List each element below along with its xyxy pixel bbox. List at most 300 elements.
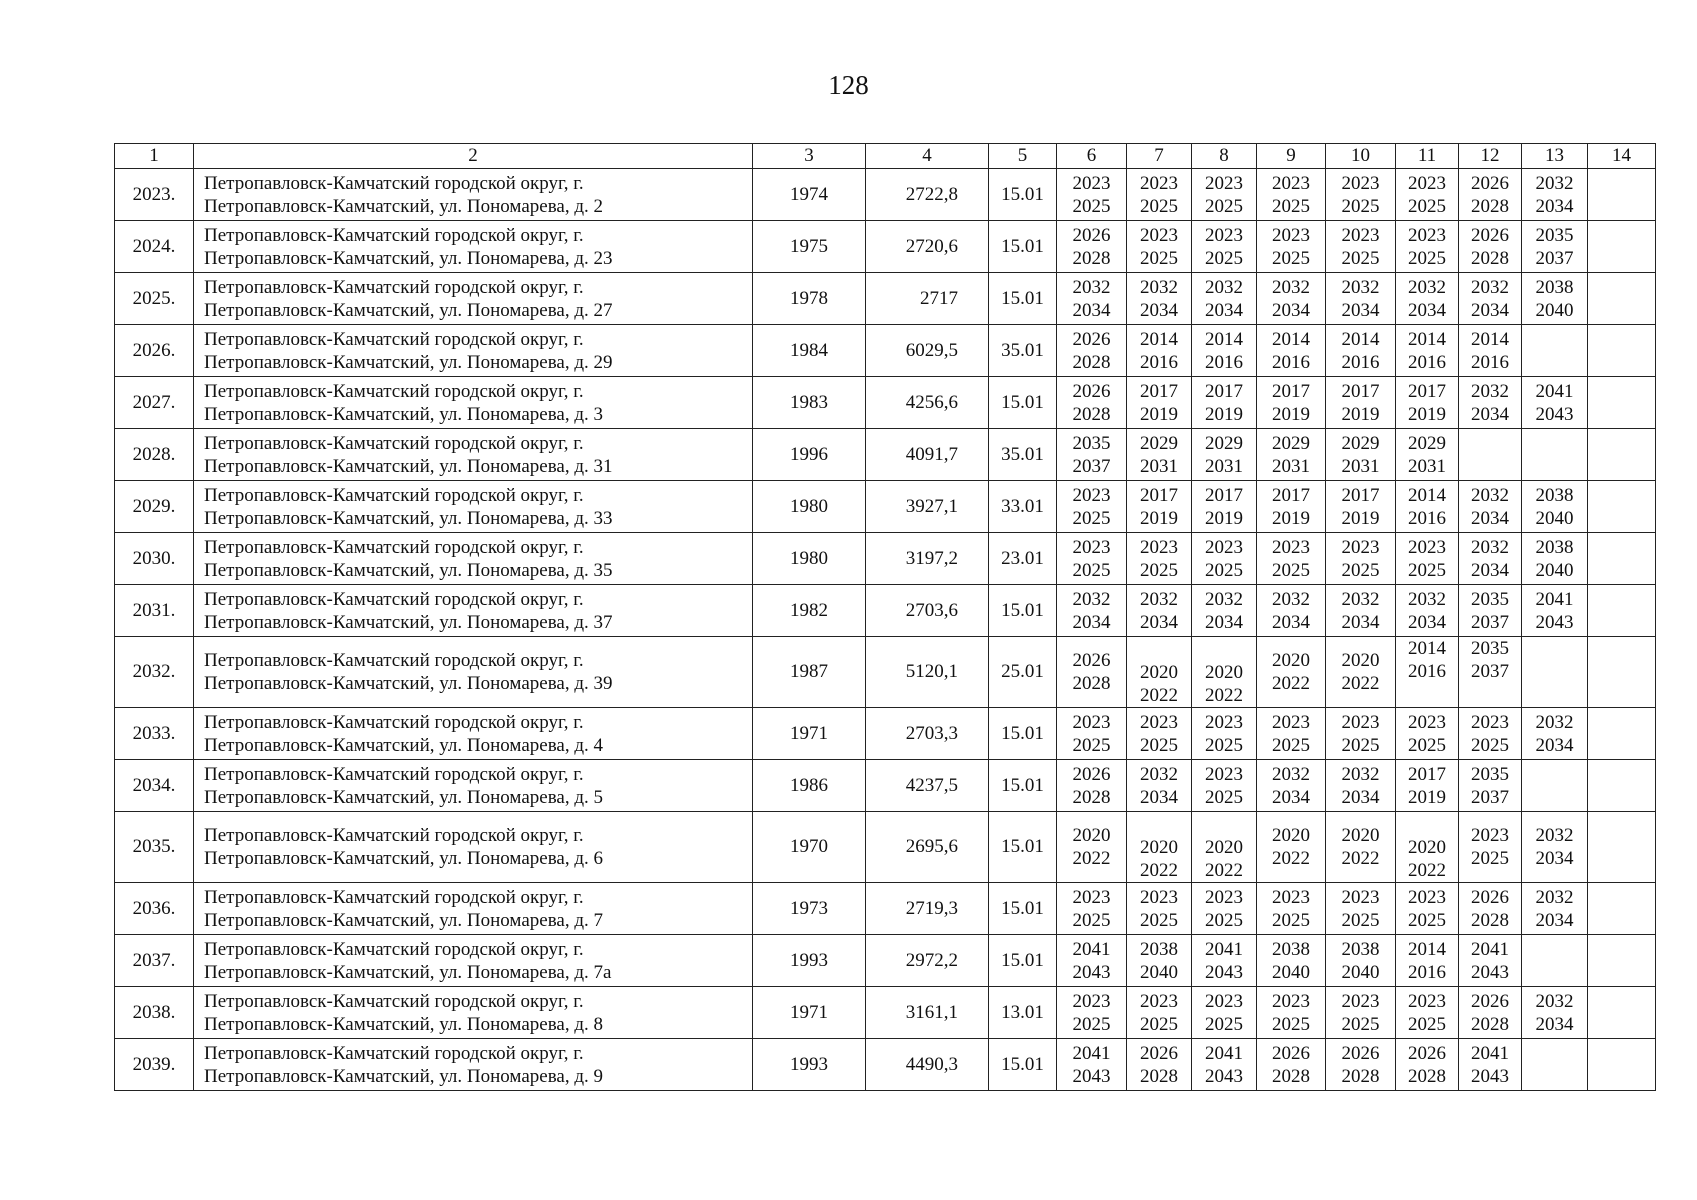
period-cell-col-6 (1057, 585, 1127, 637)
period-start-year: 2026 (1072, 328, 1111, 350)
period-start-year: 2038 (1535, 536, 1574, 558)
code-cell: 15.01 (989, 708, 1057, 760)
period-end-year: 2022 (1341, 673, 1380, 694)
period-cell-col-13 (1522, 325, 1588, 377)
header-cell-4: 4 (866, 144, 989, 169)
period-start-year: 2029 (1341, 432, 1380, 454)
period-start-year: 2023 (1140, 990, 1178, 1012)
period-cell-col-11 (1396, 169, 1459, 221)
period-end-year: 2016 (1272, 351, 1310, 373)
period-start-year: 2032 (1205, 276, 1243, 298)
code-cell: 15.01 (989, 935, 1057, 987)
address-line: Петропавловск-Камчатский городской округ, г. (204, 276, 584, 298)
period-start-year: 2026 (1072, 224, 1111, 246)
period-end-year: 2034 (1471, 403, 1509, 425)
address-line: Петропавловск-Камчатский городской округ, г. (204, 380, 584, 402)
period-start-year: 2032 (1535, 825, 1574, 846)
period-cell-col-11 (1396, 377, 1459, 429)
period-cell-col-8 (1192, 1039, 1257, 1091)
period-end-year: 2028 (1072, 351, 1111, 373)
period-start-year: 2023 (1205, 763, 1243, 785)
period-cell-col-7 (1127, 221, 1192, 273)
period-cell-col-11 (1396, 760, 1459, 812)
period-cell-col-13 (1522, 883, 1588, 935)
period-start-year: 2023 (1272, 990, 1310, 1012)
row-number: 2032. (115, 637, 194, 708)
address-cell (194, 429, 753, 481)
period-end-year: 2034 (1535, 1013, 1574, 1035)
period-start-year: 2032 (1535, 886, 1574, 908)
table-row (115, 760, 1656, 812)
period-start-year: 2023 (1205, 536, 1243, 558)
period-start-year: 2023 (1072, 711, 1111, 733)
period-start-year: 2032 (1408, 276, 1446, 298)
period-cell-col-8 (1192, 637, 1257, 708)
period-start-year: 2020 (1205, 662, 1243, 683)
period-end-year: 2034 (1535, 848, 1574, 869)
period-cell-col-6 (1057, 883, 1127, 935)
address-line: Петропавловск-Камчатский городской округ, г. (204, 938, 584, 960)
commissioning-year: 1970 (753, 812, 866, 883)
commissioning-year: 1993 (753, 1039, 866, 1091)
total-area: 2717 (866, 273, 989, 325)
period-cell-col-14 (1588, 481, 1656, 533)
period-cell-col-13 (1522, 169, 1588, 221)
period-end-year: 2016 (1140, 351, 1178, 373)
commissioning-year: 1980 (753, 481, 866, 533)
row-number: 2031. (115, 585, 194, 637)
period-start-year: 2032 (1341, 588, 1380, 610)
period-cell-col-10 (1326, 585, 1396, 637)
period-cell-col-10 (1326, 1039, 1396, 1091)
period-end-year: 2043 (1471, 961, 1509, 983)
period-end-year: 2025 (1140, 734, 1178, 756)
period-start-year: 2038 (1341, 938, 1380, 960)
period-end-year: 2028 (1072, 403, 1111, 425)
period-start-year: 2032 (1140, 763, 1178, 785)
commissioning-year: 1971 (753, 987, 866, 1039)
period-start-year: 2023 (1272, 886, 1310, 908)
total-area: 2722,8 (866, 169, 989, 221)
period-cell-col-9 (1257, 221, 1326, 273)
address-cell (194, 812, 753, 883)
period-end-year: 2025 (1205, 1013, 1243, 1035)
period-cell-col-8 (1192, 429, 1257, 481)
period-cell-col-11 (1396, 812, 1459, 883)
period-cell-col-7 (1127, 812, 1192, 883)
period-end-year: 2025 (1140, 247, 1178, 269)
period-end-year: 2034 (1471, 507, 1509, 529)
code-cell: 23.01 (989, 533, 1057, 585)
code-cell: 15.01 (989, 812, 1057, 883)
period-end-year: 2034 (1341, 786, 1380, 808)
period-start-year: 2023 (1072, 172, 1111, 194)
period-end-year: 2016 (1408, 507, 1446, 529)
period-start-year: 2023 (1272, 711, 1310, 733)
period-end-year: 2025 (1272, 247, 1310, 269)
period-cell-col-8 (1192, 987, 1257, 1039)
period-start-year: 2041 (1471, 938, 1509, 960)
period-cell-col-12 (1459, 533, 1522, 585)
period-start-year: 2023 (1140, 172, 1178, 194)
period-start-year: 2014 (1272, 328, 1310, 350)
address-line: Петропавловск-Камчатский, ул. Пономарева, д. 23 (204, 247, 613, 269)
period-cell-col-8 (1192, 708, 1257, 760)
period-end-year: 2043 (1535, 611, 1574, 633)
period-end-year: 2025 (1072, 909, 1111, 931)
period-start-year: 2017 (1205, 380, 1243, 402)
period-end-year: 2025 (1205, 734, 1243, 756)
period-end-year: 2034 (1140, 299, 1178, 321)
total-area: 2695,6 (866, 812, 989, 883)
address-line: Петропавловск-Камчатский, ул. Пономарева, д. 4 (204, 734, 604, 756)
period-end-year: 2028 (1471, 247, 1509, 269)
period-start-year: 2023 (1072, 990, 1111, 1012)
period-start-year: 2038 (1535, 484, 1574, 506)
period-start-year: 2023 (1341, 172, 1380, 194)
period-start-year: 2029 (1272, 432, 1310, 454)
period-end-year: 2028 (1072, 786, 1111, 808)
address-line: Петропавловск-Камчатский городской округ, г. (204, 172, 584, 194)
period-cell-col-13 (1522, 760, 1588, 812)
period-cell-col-11 (1396, 429, 1459, 481)
period-end-year: 2025 (1408, 195, 1446, 217)
period-cell-col-10 (1326, 273, 1396, 325)
address-line: Петропавловск-Камчатский городской округ, г. (204, 711, 584, 733)
address-line: Петропавловск-Камчатский, ул. Пономарева, д. 6 (204, 848, 604, 869)
period-end-year: 2034 (1471, 299, 1509, 321)
period-start-year: 2020 (1272, 650, 1310, 671)
commissioning-year: 1974 (753, 169, 866, 221)
period-cell-col-12 (1459, 760, 1522, 812)
period-start-year: 2020 (1140, 662, 1178, 683)
period-cell-col-13 (1522, 987, 1588, 1039)
period-end-year: 2034 (1408, 299, 1446, 321)
header-cell-5: 5 (989, 144, 1057, 169)
period-cell-col-11 (1396, 273, 1459, 325)
period-start-year: 2026 (1471, 886, 1509, 908)
address-line: Петропавловск-Камчатский, ул. Пономарева, д. 9 (204, 1065, 604, 1087)
row-number: 2039. (115, 1039, 194, 1091)
header-cell-7: 7 (1127, 144, 1192, 169)
period-start-year: 2032 (1535, 711, 1574, 733)
period-cell-col-7 (1127, 377, 1192, 429)
period-start-year: 2023 (1140, 224, 1178, 246)
code-cell: 15.01 (989, 585, 1057, 637)
commissioning-year: 1973 (753, 883, 866, 935)
period-cell-col-11 (1396, 533, 1459, 585)
period-cell-col-13 (1522, 637, 1588, 708)
period-cell-col-9 (1257, 883, 1326, 935)
code-cell: 15.01 (989, 377, 1057, 429)
period-start-year: 2017 (1272, 380, 1310, 402)
period-cell-col-13 (1522, 481, 1588, 533)
period-start-year: 2017 (1205, 484, 1243, 506)
period-start-year: 2023 (1205, 990, 1243, 1012)
table-row (115, 325, 1656, 377)
code-cell: 15.01 (989, 1039, 1057, 1091)
period-start-year: 2026 (1341, 1042, 1380, 1064)
period-end-year: 2034 (1535, 734, 1574, 756)
period-start-year: 2041 (1535, 380, 1574, 402)
total-area: 2703,6 (866, 585, 989, 637)
period-end-year: 2025 (1408, 909, 1446, 931)
period-start-year: 2035 (1471, 588, 1509, 610)
address-cell (194, 1039, 753, 1091)
period-start-year: 2026 (1072, 763, 1111, 785)
period-start-year: 2014 (1408, 328, 1446, 350)
row-number: 2024. (115, 221, 194, 273)
period-end-year: 2034 (1341, 611, 1380, 633)
period-cell-col-10 (1326, 935, 1396, 987)
address-cell (194, 377, 753, 429)
period-cell-col-11 (1396, 708, 1459, 760)
period-start-year: 2032 (1272, 763, 1310, 785)
address-line: Петропавловск-Камчатский, ул. Пономарева, д. 2 (204, 195, 604, 217)
period-cell-col-8 (1192, 935, 1257, 987)
row-number: 2036. (115, 883, 194, 935)
row-number: 2037. (115, 935, 194, 987)
period-end-year: 2031 (1272, 455, 1310, 477)
total-area: 2972,2 (866, 935, 989, 987)
header-row (115, 144, 1656, 169)
period-cell-col-14 (1588, 935, 1656, 987)
period-cell-col-12 (1459, 481, 1522, 533)
period-end-year: 2025 (1471, 734, 1509, 756)
period-end-year: 2022 (1140, 860, 1178, 881)
period-start-year: 2020 (1140, 837, 1178, 858)
period-end-year: 2028 (1072, 673, 1111, 694)
period-start-year: 2023 (1341, 990, 1380, 1012)
period-end-year: 2025 (1341, 734, 1380, 756)
period-start-year: 2023 (1408, 990, 1446, 1012)
period-end-year: 2019 (1272, 403, 1310, 425)
period-start-year: 2035 (1535, 224, 1574, 246)
period-start-year: 2041 (1535, 588, 1574, 610)
total-area: 2720,6 (866, 221, 989, 273)
period-cell-col-13 (1522, 812, 1588, 883)
address-cell (194, 221, 753, 273)
period-end-year: 2028 (1140, 1065, 1178, 1087)
period-cell-col-13 (1522, 221, 1588, 273)
period-cell-col-8 (1192, 325, 1257, 377)
period-end-year: 2025 (1272, 1013, 1310, 1035)
period-start-year: 2032 (1471, 276, 1509, 298)
period-cell-col-7 (1127, 883, 1192, 935)
period-end-year: 2025 (1140, 195, 1178, 217)
period-end-year: 2037 (1072, 455, 1111, 477)
row-number: 2030. (115, 533, 194, 585)
period-end-year: 2037 (1471, 661, 1509, 682)
period-start-year: 2026 (1140, 1042, 1178, 1064)
period-cell-col-14 (1588, 987, 1656, 1039)
period-end-year: 2025 (1072, 195, 1111, 217)
period-end-year: 2043 (1072, 1065, 1111, 1087)
period-cell-col-11 (1396, 481, 1459, 533)
period-start-year: 2020 (1341, 825, 1380, 846)
commissioning-year: 1978 (753, 273, 866, 325)
period-end-year: 2028 (1072, 247, 1111, 269)
period-start-year: 2023 (1408, 224, 1446, 246)
period-end-year: 2025 (1471, 848, 1509, 869)
period-start-year: 2026 (1471, 224, 1509, 246)
row-number: 2035. (115, 812, 194, 883)
period-cell-col-12 (1459, 935, 1522, 987)
period-start-year: 2020 (1272, 825, 1310, 846)
period-cell-col-11 (1396, 637, 1459, 708)
period-end-year: 2028 (1471, 1013, 1509, 1035)
period-start-year: 2035 (1072, 432, 1111, 454)
period-cell-col-9 (1257, 708, 1326, 760)
code-cell: 15.01 (989, 883, 1057, 935)
period-start-year: 2023 (1408, 536, 1446, 558)
address-line: Петропавловск-Камчатский городской округ, г. (204, 763, 584, 785)
header-cell-3: 3 (753, 144, 866, 169)
period-start-year: 2017 (1140, 380, 1178, 402)
period-end-year: 2028 (1408, 1065, 1446, 1087)
period-start-year: 2038 (1535, 276, 1574, 298)
period-cell-col-14 (1588, 221, 1656, 273)
period-end-year: 2034 (1535, 195, 1574, 217)
period-end-year: 2022 (1205, 860, 1243, 881)
period-start-year: 2023 (1205, 886, 1243, 908)
period-end-year: 2019 (1140, 507, 1178, 529)
period-end-year: 2025 (1408, 1013, 1446, 1035)
period-end-year: 2025 (1205, 247, 1243, 269)
row-number: 2029. (115, 481, 194, 533)
period-end-year: 2022 (1072, 848, 1111, 869)
period-cell-col-13 (1522, 273, 1588, 325)
period-cell-col-13 (1522, 1039, 1588, 1091)
period-cell-col-12 (1459, 585, 1522, 637)
period-cell-col-13 (1522, 533, 1588, 585)
total-area: 4256,6 (866, 377, 989, 429)
commissioning-year: 1980 (753, 533, 866, 585)
period-cell-col-10 (1326, 637, 1396, 708)
period-cell-col-7 (1127, 325, 1192, 377)
address-line: Петропавловск-Камчатский городской округ, г. (204, 484, 584, 506)
period-start-year: 2029 (1408, 432, 1446, 454)
period-start-year: 2020 (1341, 650, 1380, 671)
period-start-year: 2029 (1140, 432, 1178, 454)
period-cell-col-6 (1057, 221, 1127, 273)
total-area: 2703,3 (866, 708, 989, 760)
period-start-year: 2017 (1341, 484, 1380, 506)
period-cell-col-12 (1459, 377, 1522, 429)
address-line: Петропавловск-Камчатский городской округ, г. (204, 328, 584, 350)
period-end-year: 2016 (1341, 351, 1380, 373)
address-line: Петропавловск-Камчатский городской округ, г. (204, 1042, 584, 1064)
period-cell-col-12 (1459, 169, 1522, 221)
period-start-year: 2041 (1205, 938, 1243, 960)
period-end-year: 2040 (1272, 961, 1310, 983)
address-line: Петропавловск-Камчатский, ул. Пономарева, д. 5 (204, 786, 604, 808)
address-cell (194, 987, 753, 1039)
period-start-year: 2023 (1272, 536, 1310, 558)
period-start-year: 2026 (1471, 990, 1509, 1012)
row-number: 2034. (115, 760, 194, 812)
commissioning-year: 1982 (753, 585, 866, 637)
period-end-year: 2043 (1205, 961, 1243, 983)
table-row (115, 708, 1656, 760)
total-area: 6029,5 (866, 325, 989, 377)
period-start-year: 2017 (1272, 484, 1310, 506)
period-cell-col-12 (1459, 221, 1522, 273)
period-end-year: 2043 (1471, 1065, 1509, 1087)
period-end-year: 2034 (1072, 611, 1111, 633)
address-cell (194, 585, 753, 637)
address-line: Петропавловск-Камчатский городской округ, г. (204, 536, 584, 558)
period-start-year: 2041 (1072, 1042, 1111, 1064)
period-end-year: 2037 (1471, 786, 1509, 808)
period-cell-col-12 (1459, 429, 1522, 481)
table-row (115, 1039, 1656, 1091)
row-number: 2023. (115, 169, 194, 221)
period-start-year: 2026 (1471, 172, 1509, 194)
period-end-year: 2043 (1535, 403, 1574, 425)
period-start-year: 2023 (1140, 536, 1178, 558)
period-cell-col-9 (1257, 533, 1326, 585)
period-cell-col-9 (1257, 481, 1326, 533)
period-cell-col-9 (1257, 935, 1326, 987)
period-cell-col-8 (1192, 760, 1257, 812)
period-cell-col-8 (1192, 812, 1257, 883)
period-cell-col-13 (1522, 429, 1588, 481)
total-area: 4091,7 (866, 429, 989, 481)
period-cell-col-11 (1396, 325, 1459, 377)
period-cell-col-14 (1588, 325, 1656, 377)
period-start-year: 2038 (1140, 938, 1178, 960)
row-number: 2038. (115, 987, 194, 1039)
row-number: 2027. (115, 377, 194, 429)
address-cell (194, 637, 753, 708)
code-cell: 15.01 (989, 273, 1057, 325)
period-cell-col-6 (1057, 935, 1127, 987)
period-end-year: 2019 (1205, 507, 1243, 529)
address-cell (194, 273, 753, 325)
period-end-year: 2031 (1341, 455, 1380, 477)
code-cell: 33.01 (989, 481, 1057, 533)
period-cell-col-9 (1257, 760, 1326, 812)
row-number: 2028. (115, 429, 194, 481)
period-start-year: 2014 (1408, 484, 1446, 506)
period-cell-col-6 (1057, 760, 1127, 812)
period-cell-col-9 (1257, 585, 1326, 637)
total-area: 4490,3 (866, 1039, 989, 1091)
period-end-year: 2025 (1205, 195, 1243, 217)
table-row (115, 169, 1656, 221)
address-line: Петропавловск-Камчатский, ул. Пономарева, д. 29 (204, 351, 613, 373)
period-end-year: 2019 (1205, 403, 1243, 425)
period-cell-col-10 (1326, 481, 1396, 533)
period-start-year: 2023 (1205, 224, 1243, 246)
period-cell-col-8 (1192, 273, 1257, 325)
row-number: 2025. (115, 273, 194, 325)
period-cell-col-7 (1127, 273, 1192, 325)
period-start-year: 2023 (1341, 711, 1380, 733)
period-start-year: 2032 (1072, 588, 1111, 610)
period-start-year: 2023 (1408, 711, 1446, 733)
period-end-year: 2025 (1341, 195, 1380, 217)
period-cell-col-7 (1127, 760, 1192, 812)
period-cell-col-6 (1057, 533, 1127, 585)
commissioning-year: 1996 (753, 429, 866, 481)
period-cell-col-9 (1257, 987, 1326, 1039)
period-end-year: 2034 (1272, 299, 1310, 321)
period-cell-col-13 (1522, 377, 1588, 429)
address-cell (194, 883, 753, 935)
period-start-year: 2032 (1072, 276, 1111, 298)
